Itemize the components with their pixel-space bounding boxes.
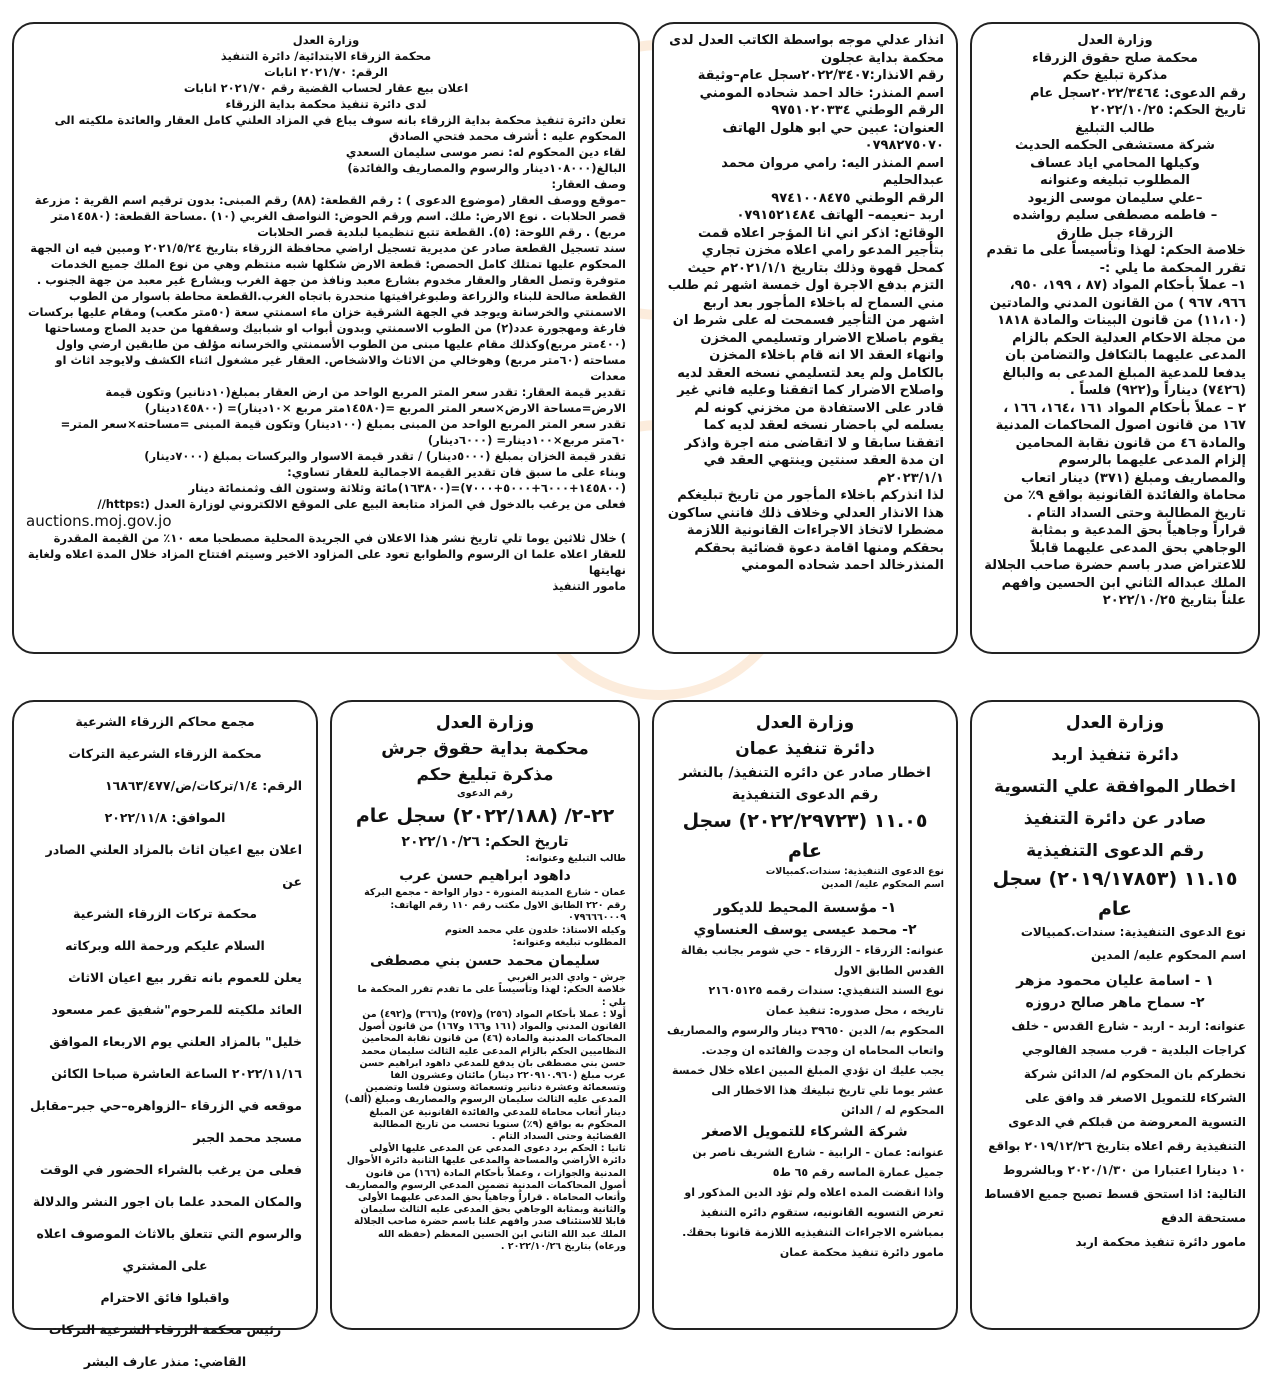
ministry-title: وزارة العدل (1077, 33, 1153, 48)
debtor-2: ٢- محمد عيسى يوسف العنساوي (693, 922, 917, 938)
body-line-7: فعلى من يرغب بالشراء الحضور في الوقت (40, 1162, 302, 1177)
notice-property-auction-zarqa (12, 22, 640, 654)
debt-amount: البالغ(١٠٨٠٠٠دينار والرسوم والمصاريف والفائدة) (347, 161, 626, 175)
department-name: دائرة تنفيذ عمان (735, 739, 875, 759)
judge-name: القاضي: منذر عارف البشر (83, 1354, 247, 1369)
notice-court-ruling-zarqa (970, 22, 1260, 654)
case-label: رقم الدعوى التنفيذية (1026, 841, 1204, 861)
ruling-clause-1: ١– عملاً بأحكام المواد (٨٧ ، ١٩٩، ٩٥٠، ٩٦٦، ٩٦٧ ) من القانون المدني والمادتين (١١،١٠) من قانون البينات والمادة ١٨١٨ من مجلة الاحكام العدلية الحكم بالزام المدعى عليهما بالتكافل والتضامن بان يدفعا للمدعية المبلغ المدعى به والبالغ (٧٤٢٦) ديناراً و(٩٢٢) فلساً . (989, 278, 1246, 398)
ruling-clause-2: ٢ – عملاً بأحكام المواد ١٦١ ،١٦٤، ١٦٦ ، ١٦٧ من قانون اصول المحاكمات المدنية والمادة ٤٦ من قانون نقابة المحامين إلزام المدعى عليهما بالرسوم والمصاريف ومبلغ (٣٧١) دينار اتعاب محاماة والفائدة القانونية بواقع ٩٪ من تاريخ المطالبة وحتى السداد التام . (995, 400, 1246, 521)
tank-walls-valuation: تقدر قيمة الخزان بمبلغ (٥٠٠٠دينار) / تقدر قيمة الاسوار والبركسات بمبلغ (٧٠٠٠دينار) (144, 449, 626, 463)
issuer: محكمة تركات الزرقاء الشرعية (73, 906, 257, 921)
president-title: رئيس محكمة الزرقاء الشرعية التركات (48, 1322, 282, 1337)
warner-signature: المنذرخالد احمد شحاده المومني (741, 558, 944, 573)
participation-text: فعلى من يرغب بالدخول في المزاد متابعة البيع على الموقع الالكتروني لوزارة العدل (:https// (97, 497, 626, 511)
body-line-8: والمكان المحدد علما بان اجور النشر والدلالة (32, 1194, 302, 1209)
closing: واقبلوا فائق الاحترام (100, 1290, 230, 1305)
ministry-title: وزارة العدل (292, 33, 360, 47)
warned-national-id: الرقم الوطني ٩٧٤١٠٠٨٤٧٥ (771, 190, 944, 206)
body-line-9: والرسوم التي تتعلق بالاثاث الموصوف اعلاه (36, 1226, 302, 1241)
consequence-text: واذا انقضت المده اعلاه ولم تؤد الدين المذكور او تعرض التسويه القانونيه، ستقوم دائره التنفيذ بمباشره الاجراءات التنفيذيه اللازمة قانونا بحقك. (682, 1186, 944, 1239)
ruling-date: تاريخ الحكم: ٢٠٢٢/١٠/٢٦ (401, 833, 569, 850)
notified-person-2: – فاطمه مصطفى سليم رواشده (1012, 208, 1218, 223)
ruling-summary-label: خلاصة الحكم: لهذا وتأسيساً على ما تقدم تقرر المحكمة ما يلي : (357, 984, 626, 1008)
reference-number: الرقم: ٢٠٢١/٧٠ انابات (264, 65, 388, 79)
notified-label: المطلوب تبليغه وعنوانه: (512, 937, 626, 948)
creditor-name: لقاء دين المحكوم له: نصر موسى سليمان السعدي (345, 145, 626, 159)
debtor-1: ١ - اسامة عليان محمود مزهر (1016, 973, 1214, 989)
facts-text: الوقائع: اذكر اني انا المؤجر اعلاه قمت بتأجير المدعو رامي اعلاه مخزن تجاري كمحل قهوة وذلك بتاريخ ٢٠٢١/١/١م حيث التزم بدفع الاجرة اول خمسة اشهر ثم طلب مني السماح له باخلاء المأجور بعد اربع اشهر من التأجير فسمحت له على شرط ان يقوم باصلاح الاضرار وتسليمي المخزن وانهاء العقد الا انه قام باخلاء المخزن بالكامل ولم يعد لتسليمي نسخه العقد لديه واصلاح الاضرار كما اتفقنا وعليه فاني غير قادر على الاستفادة من مخزني كونه لم يسلمه لي باحضار نسخه لعقد لديه كما اتفقنا سابقا و لا اتقاضى منه اجرة واذكر ان مدة العقد سنتين وينتهي العقد في ٢٠٢٣/١/١م (667, 225, 944, 486)
case-number: رقم الدعوى: ٢٠٢٢/٣٤٦٤سجل عام (1029, 85, 1246, 101)
notice-date: الموافق: ٢٠٢٢/١١/٨ (104, 810, 226, 825)
creditor-name: شركة الشركاء للتمويل الاصغر (702, 1124, 908, 1140)
notified-address: جرش - وادي الدير الغربي (507, 971, 626, 983)
body-line-2: العائد ملكيته للمرحوم"شفيق عمر مسعود (51, 1002, 302, 1017)
warning-title: انذار عدلي موجه بواسطة الكاتب العدل لدى محكمة بداية عجلون (669, 33, 944, 66)
notified-name: سليمان محمد حسن بني مصطفى (370, 952, 600, 969)
payment-demand: يجب عليك ان تؤدي المبلغ المبين اعلاه خلال خمسة عشر يوما تلي تاريخ تبليغك هذا الاخطار الى المحكوم له / الدائن (671, 1064, 944, 1117)
notified-person-1: –علي سليمان موسى الزيود (1027, 190, 1203, 206)
case-type: نوع الدعوى التنفيذية: سندات.كمبيالات (765, 866, 944, 877)
reference-number: الرقم: ١/٤/تركات/ض/١٦٨٦٣/٤٧٧ (104, 778, 302, 793)
notice-legal-warning-ajloun (652, 22, 958, 654)
auction-title: اعلان بيع عقار لحساب القضية رقم ٢٠٢١/٧٠ انابات (183, 81, 469, 95)
court-name: محكمة الزرقاء الشرعية التركات (68, 746, 262, 761)
case-type: نوع الدعوى التنفيذية: سندات.كمبيالات (1020, 925, 1246, 939)
case-number: ١١.٠٥ (٢٠٢٢/٢٩٧٢٣) سجل عام (682, 810, 928, 862)
body-line-5: موقعه في الزرقاء –الزواهره–حي جبر–مقابل (29, 1098, 302, 1113)
warner-national-id: الرقم الوطني ٩٧٥١٠٢٠٣٣٤ (771, 103, 944, 118)
enforcement-officer: مامور دائرة تنفيذ محكمة اربد (1075, 1235, 1246, 1249)
ministry-title: وزارة العدل (1065, 713, 1165, 733)
requester-address: عمان - شارع المدينة المنورة - دوار الواحة - مجمع البركة رقم ٢٢٠ الطابق الاول مكتب رقم ١١٠ رقم الهاتف: ٠٧٩٦٦٦٠٠٠٩ (364, 887, 626, 923)
requester-label: طالب التبليغ وعنوانه: (525, 852, 626, 864)
court-name: محكمة صلح حقوق الزرقاء (1032, 50, 1198, 66)
auction-title: اعلان بيع اعيان اثاث بالمزاد العلني الصادر عن (45, 842, 302, 889)
body-line-4: ٢٠٢٢/١١/١٦ الساعة العاشرة صباحا الكائن (51, 1066, 302, 1081)
requester-lawyer: وكيله الاستاذ: خلدون علي محمد العتوم (444, 924, 626, 936)
debtor-2: ٢- سماح ماهر صالح دروزه (1025, 995, 1205, 1011)
warner-name: اسم المنذر: خالد احمد شحاده المومني (699, 85, 944, 101)
property-description-label: وصف العقار: (551, 177, 626, 191)
creditor-address: عنوانه: عمان - الرابية - شارع الشريف ناصر بن جميل عمارة الماسه رقم ٦٥ ط٥ (692, 1146, 944, 1179)
deposit-terms: ) خلال ثلاثين يوما تلي تاريخ نشر هذا الاعلان في الجريدة المحلية مصطحبا معه ١٠٪ من القيمة المقدرة للعقار اعلاه علما ان الرسوم والطوابع تعود على المزاود الاخير وسيتم افتتاح المزاد خلال المدة اعلاه ولغاية نهايتها (27, 531, 626, 577)
notice-settlement-approval-irbid (970, 700, 1260, 1330)
requester-lawyer: وكيلها المحامي اياد عساف (1030, 155, 1200, 171)
settlement-text: نخطركم بان المحكوم له/ الدائن شركة الشركاء للتمويل الاصغر قد وافق على التسوية المعروضة من قبلكم في الدعوى التنفيذية رقم اعلاه بتاريخ ٢٠١٩/١٢/٢٦ بواقع ١٠ دينارا اعتبارا من ٢٠٢٠/١/٣٠ وبالشروط التالية: اذا استحق قسط تصبح جميع الاقساط مستحقة الدفع (984, 1067, 1246, 1225)
requester-name: شركة مستشفى الحكمه الحديث (1015, 138, 1215, 153)
debtor-address: عنوانه: الزرقاء - الزرقاء - حي شومر بجانب بقالة القدس الطابق الاول (680, 944, 944, 977)
case-number: ١١.١٥ (٢٠١٩/١٧٨٥٣) سجل عام (992, 868, 1238, 920)
issuer: صادر عن دائرة التنفيذ (1023, 809, 1207, 829)
ruling-clause-1: أولا : عملا بأحكام المواد (٢٥٦) و(٢٥٧) و(٣٦٦) و(٤٩٢) من القانون المدني والمواد (١٦١ و١٦٦ و١٦٧) من قانون أصول المحاكمات المدنية والمادة (٤٦) من قانون نقابة المحامين النظاميين الحكم بالزام المدعى عليه الثالث سليمان محمد حسن بني مصطفى بان يدفع للمدعي داهود ابراهيم حسن عرب مبلغ (٢٢٠٩١٠.٩٦٠ دينار) مائتان وعشرون الفا وتسعمائة وعشرة دنانير وتسعمائة وستون فلسا وتضمين المدعى عليه الثالث سليمان الرسوم والمصاريف ومبلغ (ألف) دينار أتعاب محاماة للمدعي والفائدة القانونية عن المبلغ المحكوم به بواقع (٩٪) سنويا تحسب من تاريخ المطالبة القضائية وحتى السداد التام . (344, 1009, 626, 1143)
ruling-date: تاريخ الحكم: ٢٠٢٢/١٠/٢٥ (1090, 103, 1246, 118)
case-number: ٢٢-٢/ (٢٠٢٢/١٨٨) سجل عام (355, 804, 615, 827)
body-line-10: على المشتري (122, 1258, 208, 1273)
court-complex: مجمع محاكم الزرقاء الشرعية (75, 714, 255, 729)
enforcement-officer: مامور دائرة تنفيذ محكمة عمان (779, 1246, 944, 1259)
greeting: السلام عليكم ورحمة الله وبركاته (65, 938, 265, 953)
requester-name: داهود ابراهيم حسن عرب (399, 868, 571, 884)
auction-subtitle: لدى دائرة تنفيذ محكمة بداية الزرقاء (225, 97, 427, 111)
warned-name: اسم المنذر اليه: رامي مروان محمد عبدالحليم (721, 155, 944, 188)
body-line-1: يعلن للعموم بانه تقرر بيع اعيان الاثاث (68, 970, 302, 985)
land-valuation: تقدير قيمة العقار: تقدر سعر المتر المربع الواحد من ارض العقار بمبلغ(١٠دنانير) وتكون قيمة الارض=مساحة الارض×سعر المتر المربع =(١٤٥٨٠متر مربع ×١٠دينار)= (١٤٥٨٠٠دينار) (105, 385, 626, 415)
body-line-6: مسجد محمد الجبر (193, 1130, 302, 1145)
debtor-label: اسم المحكوم عليه/ المدين (1090, 948, 1246, 962)
court-name: محكمة بداية حقوق جرش (381, 739, 589, 759)
notice-court-ruling-jerash (330, 700, 640, 1330)
auction-intro: تعلن دائرة تنفيذ محكمة بداية الزرقاء بانه سوف يباع في المزاد العلني كامل العقار والعائدة ملكيته الى (54, 113, 626, 127)
ministry-title: وزارة العدل (755, 713, 855, 733)
notice-title: اخطار الموافقة علي التسوية (994, 777, 1236, 797)
address: الزرقاء جبل طارق (1056, 225, 1174, 241)
ruling-clause-2: ثانيا : الحكم برد دعوى المدعي عن المدعى عليها الأولى دائرة الأراضي والمساحة والمدعى عليها الثانية دائرة الأحوال المدنية والجوازات ، وعملاً بأحكام المادة (١٦٦) من قانون أصول المحاكمات المدنية تضمين المدعي الرسوم والمصاريف وأتعاب المحاماة . قراراً وجاهياً بحق المدعى عليهما الأولى والثانية وبمثابة الوجاهي بحق المدعى عليه الثالث سليمان قابلا للاستئناف صدر وافهم علنا باسم حضرة صاحب الجلالة الملك عبد الله الثاني ابن الحسين المعظم (حفظه الله ورعاه) بتاريخ ٢٠٢٢/١٠/٢٦ . (345, 1143, 626, 1252)
demand-text: لذا انذركم باخلاء المأجور من تاريخ تبليغكم هذا الانذار العدلي وخلاف ذلك فانني ساكون مضطرا لاتخاذ الاجراءات القانونية اللازمة بحقكم ومنها اقامة دعوة قضائية بحقكم (667, 488, 944, 556)
debtor-name: المحكوم عليه : أشرف محمد فتحي الصادق (388, 129, 626, 143)
warned-address: اربد –نعيمه– الهاتف ٠٧٩١٥٢١٤٨٤ (736, 208, 944, 223)
notice-title: اخطار صادر عن دائره التنفيذ/ بالنشر (679, 765, 931, 781)
debtor-address: عنوانه: اربد - اربد - شارع القدس - خلف كراجات البلدية - قرب مسجد الفالوجي (1011, 1019, 1246, 1057)
notice-furniture-auction-sharia (12, 700, 318, 1369)
department-name: دائرة تنفيذ اربد (1051, 745, 1179, 765)
bond-type: نوع السند التنفيذي: سندات رقمه ٢١٦٠٥١٢٥ (708, 984, 944, 997)
notice-type: مذكرة تبليغ حكم (1062, 68, 1168, 83)
case-label: رقم الدعوى التنفيذية (731, 787, 879, 803)
enforcement-officer: مامور التنفيذ (552, 579, 626, 593)
debtor-label: اسم المحكوم عليه/ المدين (821, 878, 944, 890)
total-valuation-label: وبناء على ما سبق فان تقدير القيمة الاجمالية للعقار تساوي: (287, 465, 626, 479)
ruling-summary-label: خلاصة الحكم: لهذا وتأسيساً على ما تقدم تقرر المحكمة ما يلي :- (986, 243, 1246, 276)
court-department: محكمة الزرقاء الابتدائية/ دائرة التنفيذ (220, 49, 432, 63)
bond-date-place: تاريخه ، محل صدوره: تنفيذ عمان (765, 1004, 944, 1017)
auction-website-link[interactable]: auctions.moj.gov.jo (26, 512, 172, 530)
notified-label: المطلوب تبليغه وعنوانه (1040, 173, 1190, 188)
debtor-1: ١- مؤسسة المحيط للديكور (713, 900, 897, 916)
warner-address: العنوان: عبين حي ابو هلول الهاتف ٠٧٩٨٢٧٥٠٧٠ (722, 120, 944, 153)
building-valuation: تقدر سعر المتر المربع الواحد من المبنى بمبلغ (١٠٠دينار) وتكون قيمة المبنى =مساحته×سعر المتر= ٦٠متر مربع×١٠٠دينار= (٦٠٠٠دينار) (60, 417, 626, 447)
notice-type: مذكرة تبليغ حكم (416, 765, 554, 785)
property-details: سند تسجيل القطعة صادر عن مديرية تسجيل اراضي محافظة الزرقاء بتاريخ ٢٠٢١/٥/٢٤ ومبين فيه ان الجهة المحكوم عليها تمتلك كامل الحصص: قطعة الارض شكلها شبه منتظم وهي من نوع الملك جميع الخدمات متوفرة وتصل العقار والعقار مخدوم بشارع معبد ونافذ من جهة الغرب وبشارع غير معبد من جهة الجنوب . القطعة صالحة للبناء والزراعة وطبوغرافيتها منحدرة باتجاه الغرب.القطعة محاطة باسوار من الطوب الاسمنتي والخرسانة ويوجد في الجهة الشرقية خزان ماء اسمنتي سعة (٥٠متر مكعب) ومقام عليها بركسات فارغة ومهجورة عدد(٢) من الطوب الاسمنتي وبدون أبواب او شبابيك وسقفها من حديد الصاج ومساحتها (٤٠٠متر مربع)وكذلك مقام عليها مبنى من الطوب الأسمنتي والخرسانه مؤلف من طابقين ارضي واول مساحته (٦٠متر مربع) وهوخالي من الاثاث والاشخاص. العقار غير مشغول اثناء الكشف ولايوجد اثاث او معدات (27, 241, 626, 383)
requester-label: طالب التبليغ (1075, 120, 1155, 136)
warning-number: رقم الانذار:٢٠٢٢/٣٤٠٧سجل عام–وثيقة (697, 68, 944, 83)
notice-enforcement-amman (652, 700, 958, 1330)
case-label: رقم الدعوى (457, 788, 513, 799)
body-line-3: خليل" بالمزاد العلني يوم الاربعاء الموافق (49, 1034, 302, 1049)
ruling-closing: قراراً وجاهياً بحق المدعية و بمثابة الوجاهي بحق المدعى عليهما قابلاً للاعتراض صدر باسم حضرة صاحب الجلالة الملك عبداله الثاني ابن الحسين وافهم علناً بتاريخ ٢٠٢٢/١٠/٢٥ (984, 523, 1246, 608)
ministry-title: وزارة العدل (435, 713, 535, 733)
debt-amount: المحكوم به/ الدين ٣٩٦٥٠ دينار والرسوم والمصاريف واتعاب المحاماه ان وجدت والفائده ان وجدت. (667, 1024, 944, 1057)
total-valuation: (١٤٥٨٠٠+٦٠٠٠+٥٠٠٠+٧٠٠٠)=(١٦٣٨٠٠)مائة وثلاثة وستون الف وثمنمائة دينار (188, 481, 626, 495)
property-location: –موقع ووصف العقار (موضوع الدعوى ) : رقم القطعة: (٨٨) رقم المبنى: بدون ترقيم اسم القرية : مزرعة قصر الحلابات . نوع الارض: ملك. اسم ورقم الحوض: النواصف الغربي (١٠) .مساحة القطعة: (١٤٥٨٠متر مربع) . رقم اللوحة: (٥). القطعة تتبع تنظيميا لبلدية قصر الحلابات (34, 193, 626, 239)
